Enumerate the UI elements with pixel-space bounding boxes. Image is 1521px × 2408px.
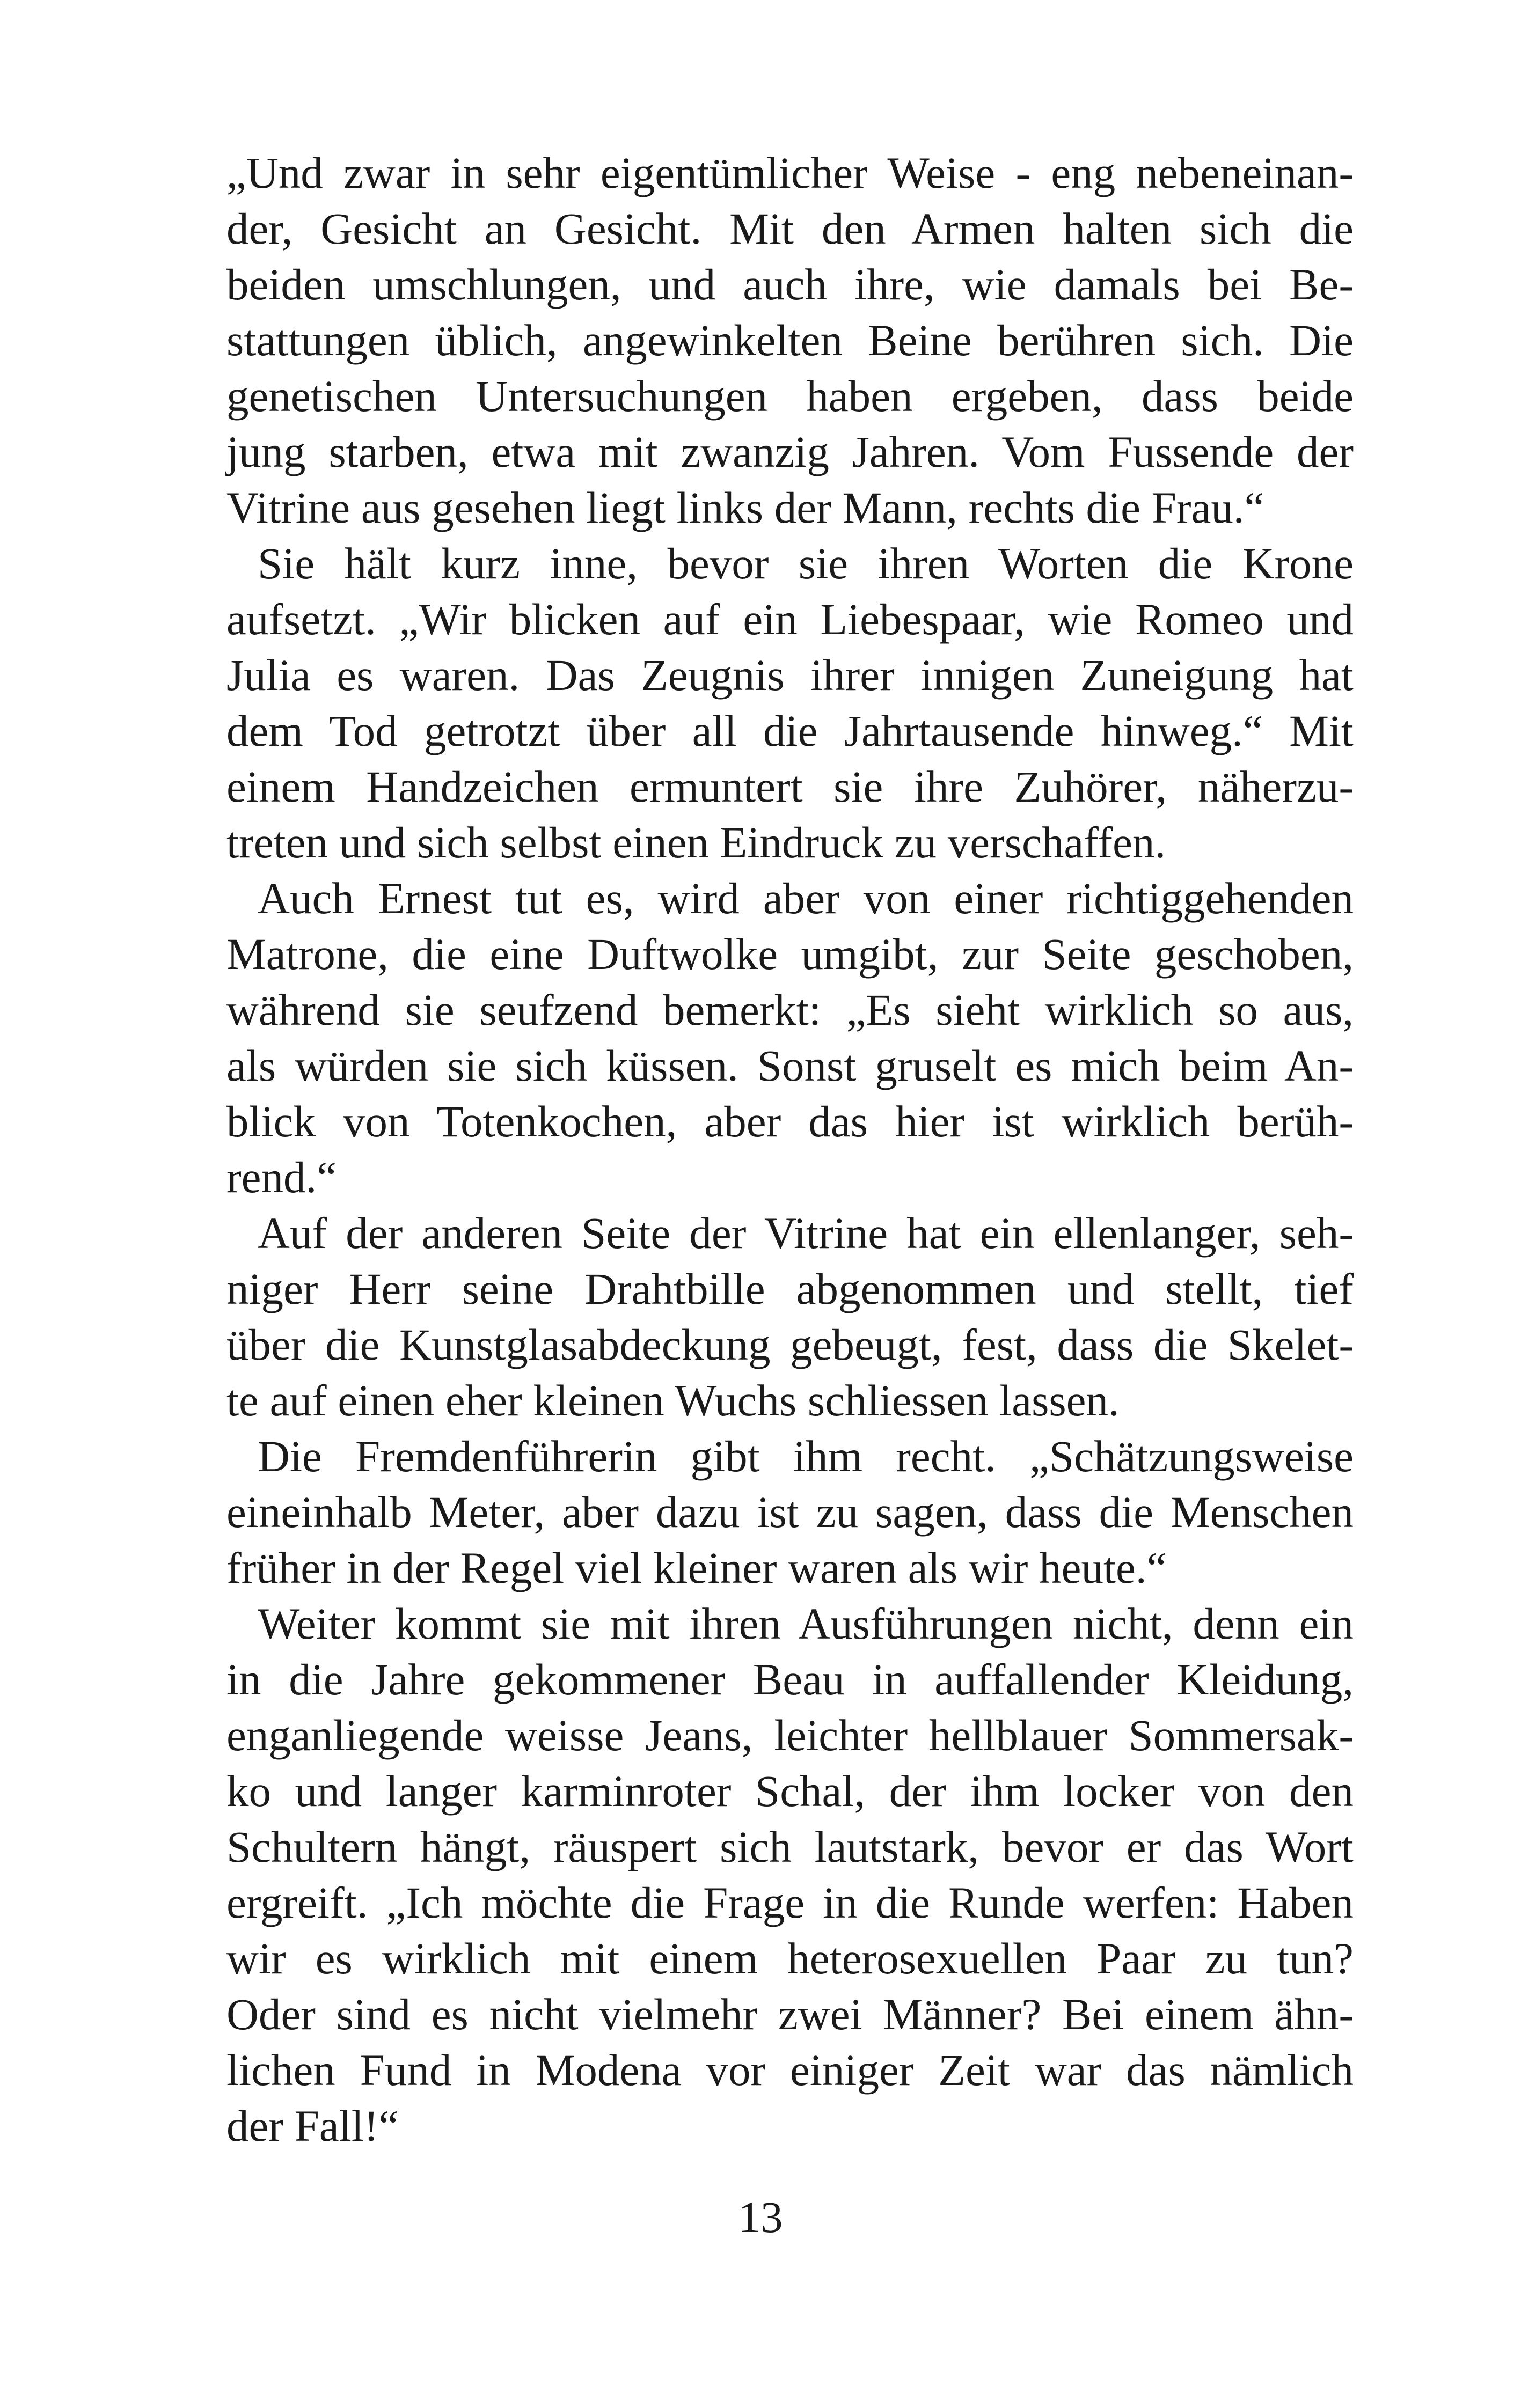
text-line: Julia es waren. Das Zeugnis ihrer innigen Zuneigung hat [226,650,1354,700]
paragraph [226,1205,1354,1428]
text-line: über die Kunstglasabdeckung gebeugt, fest, dass die Skelet- [226,1320,1354,1369]
text-line: als würden sie sich küssen. Sonst gruselt es mich beim An- [226,1041,1354,1090]
text-line: enganliegende weisse Jeans, leichter hellblauer Sommersak- [226,1710,1354,1760]
text-line: Weiter kommt sie mit ihren Ausführungen nicht, denn ein [258,1599,1354,1648]
text-line: stattungen üblich, angewinkelten Beine berühren sich. Die [226,315,1354,365]
paragraph [226,1596,1354,2154]
text-line: blick von Totenkochen, aber das hier ist wirklich berüh- [226,1097,1354,1146]
text-line: „Und zwar in sehr eigentümlicher Weise - eng nebeneinan- [226,148,1354,197]
text-line: Matrone, die eine Duftwolke umgibt, zur Seite geschoben, [226,929,1354,979]
text-line: niger Herr seine Drahtbille abgenommen und stellt, tief [226,1264,1354,1313]
text-line: dem Tod getrotzt über all die Jahrtausende hinweg.“ Mit [226,706,1354,755]
paragraph [226,870,1354,1205]
text-line: ko und langer karminroter Schal, der ihm locker von den [226,1766,1354,1816]
text-line: lichen Fund in Modena vor einiger Zeit war das nämlich [226,2045,1354,2095]
paragraph [226,535,1354,870]
text-line: aufsetzt. „Wir blicken auf ein Liebespaar, wie Romeo und [226,594,1354,644]
text-line: Die Fremdenführerin gibt ihm recht. „Schätzungsweise [258,1431,1354,1481]
text-line: der Fall!“ [226,2101,399,2150]
text-line: jung starben, etwa mit zwanzig Jahren. Vom Fussende der [226,427,1354,476]
paragraph [226,1428,1354,1596]
text-line: ergreift. „Ich möchte die Frage in die Runde werfen: Haben [226,1878,1354,1927]
text-line: einem Handzeichen ermuntert sie ihre Zuhörer, näherzu- [226,762,1354,811]
text-line: Oder sind es nicht vielmehr zwei Männer? Bei einem ähn- [226,1989,1354,2039]
text-line: der, Gesicht an Gesicht. Mit den Armen halten sich die [226,204,1354,253]
text-line: Schultern hängt, räuspert sich lautstark, bevor er das Wort [226,1822,1354,1871]
text-line: während sie seufzend bemerkt: „Es sieht wirklich so aus, [226,985,1354,1034]
text-line: genetischen Untersuchungen haben ergeben, dass beide [226,371,1354,421]
text-line: treten und sich selbst einen Eindruck zu verschaffen. [226,818,1166,867]
text-line: Auch Ernest tut es, wird aber von einer richtiggehenden [258,873,1354,923]
page-number: 13 [738,2192,783,2242]
text-line: Sie hält kurz inne, bevor sie ihren Worten die Krone [258,539,1354,588]
text-line: Vitrine aus gesehen liegt links der Mann, rechts die Frau.“ [226,483,1264,532]
text-line: eineinhalb Meter, aber dazu ist zu sagen, dass die Menschen [226,1487,1354,1537]
text-line: rend.“ [226,1152,337,1202]
text-line: früher in der Regel viel kleiner waren als wir heute.“ [226,1543,1167,1592]
text-line: wir es wirklich mit einem heterosexuellen Paar zu tun? [226,1934,1354,1983]
paragraph [226,145,1354,535]
text-line: beiden umschlungen, und auch ihre, wie damals bei Be- [226,260,1354,309]
text-line: Auf der anderen Seite der Vitrine hat ein ellenlanger, seh- [258,1208,1354,1258]
body-text [226,145,1354,2154]
text-line: in die Jahre gekommener Beau in auffallender Kleidung, [226,1655,1354,1704]
text-line: te auf einen eher kleinen Wuchs schliessen lassen. [226,1376,1120,1425]
